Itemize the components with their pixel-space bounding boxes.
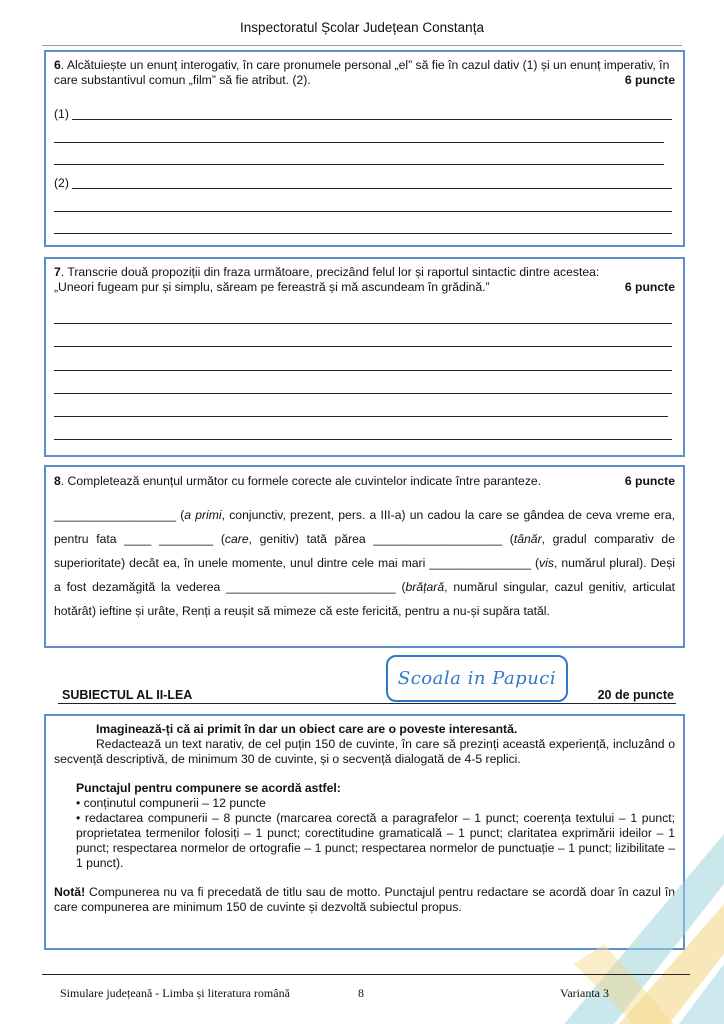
fill-blank[interactable]: _______________ [429,556,531,570]
fill-text: , genitiv) tată părea [248,532,374,546]
question-7-box [44,257,685,457]
answer-line[interactable] [54,416,668,417]
answer-line[interactable] [54,142,664,143]
fill-hint: a primi [184,508,222,522]
composition-heading: Imaginează-ți că ai primit în dar un obiect care are o poveste interesantă. [96,722,518,736]
question-6-prompt [46,58,683,88]
question-8-number: 8 [54,474,61,488]
question-6-points: 6 puncte [624,73,675,87]
footer-right: Varianta 3 [560,986,609,1000]
answer-line[interactable] [54,323,672,324]
answer-label-1: (1) [54,107,69,121]
subject-2-rule [58,703,676,704]
fill-hint: care [224,532,249,546]
subject-2-title: SUBIECTUL AL II-LEA [62,688,193,702]
answer-line[interactable] [54,211,672,212]
fill-text: , numărul plural). Deși a fost dezamăgită la vederea [54,556,675,594]
fill-blank[interactable]: __________________ [54,508,177,522]
fill-text: , numărul singular, cazul genitiv, articulat hotărât) ieftine și urâte, Renți a reușit să mimeze că este fericită, pentru a nu-și supăra tatăl. [54,580,676,618]
fill-blank[interactable]: _________________________ [226,580,396,594]
answer-line[interactable] [54,439,672,440]
answer-line[interactable] [54,233,672,234]
answer-line[interactable] [72,119,672,120]
fill-hint: vis [539,556,554,570]
answer-line[interactable] [54,370,672,371]
fill-blank[interactable]: ___________________ [373,532,503,546]
fill-hint: tânăr [513,532,542,546]
footer-left: Simulare județeană - Limba și literatura română [60,986,290,1000]
question-6-number: 6 [54,58,61,72]
question-8-fill-text: __________________ (a primi, conjunctiv, prezent, pers. a III-a) un cadou la care se gândea de ceva vreme era, pentru fata ____ ________ (care, genitiv) tată părea ___________________ (tânăr, gradul comparativ de superioritate) decât ea, în unele momente, unul dintre cele mai mari _______________ (vis, numărul plural). Deși a fost dezamăgită la vederea _________________________ (brățară, numărul singular, cazul genitiv, articulat hotărât) ieftine și urâte, Renți a reușit să mimeze că este fericită, pentru a nu-și supăra tatăl. [54,508,676,618]
scoring-bullet-content: • conținutul compunerii – 12 puncte [76,796,266,810]
fill-blank[interactable]: ________ [158,532,214,546]
scoring-title: Punctajul pentru compunere se acordă astfel: [76,781,341,795]
answer-label-2: (2) [54,176,69,190]
question-7-quote: „Uneori fugeam pur și simplu, săream pe fereastră și mă ascundeam în grădină.” [54,280,490,294]
question-8-text: . Completează enunțul următor cu formele corecte ale cuvintelor indicate între paranteze. [60,474,542,488]
question-6-text: . Alcătuiește un enunț interogativ, în care pronumele personal „el” să fie în cazul dativ (1) și un enunț imperativ, în care substantivul comun „film” să fie atribut. (2). [54,58,670,87]
note-text: Compunerea nu va fi precedată de titlu sau de motto. Punctajul pentru redactare se acordă doar în cazul în care compunerea are minimum 150 de cuvinte și dezvoltă subiectul propus. [54,885,675,914]
scoring-bullet-writing: • redactarea compunerii – 8 puncte (marcarea corectă a paragrafelor – 1 punct; coerența textului – 1 punct; proprietatea termenilor folosiți – 1 punct; corectitudine gramaticală – 1 punct; claritatea exprimării ideilor – 1 punct; respectarea normelor de ortografie – 1 punct; respectarea normelor de punctuație – 1 punct; lizibilitate – 1 punct). [76,811,675,870]
fill-text: , gradul comparativ de superioritate) decât ea, în unele momente, unul dintre cele mai mari [54,532,675,570]
composition-task: Redactează un text narativ, de cel puțin 150 de cuvinte, în care să prezinți această experiență, incluzând o secvență descriptivă, de minimum 30 de cuvinte, și o secvență dialogată de 4-5 replici. [54,737,675,766]
question-6-box [44,50,685,247]
note-label: Notă! [54,885,86,899]
question-7-prompt [46,265,683,295]
fill-hint: brățară [405,580,445,594]
watermark-stamp [386,655,568,702]
question-7-points: 6 puncte [624,280,675,294]
answer-line[interactable] [72,188,672,189]
page-number: 8 [358,986,364,1000]
answer-line[interactable] [54,164,664,165]
watermark-text: Scoala in Papuci [397,668,557,689]
answer-line[interactable] [54,393,672,394]
fill-text: , conjunctiv, prezent, pers. a III-a) un cadou la care se gândea de ceva vreme era, pentru fata [54,508,675,546]
question-8-box [44,465,685,648]
answer-line[interactable] [54,346,672,347]
question-7-text: . Transcrie două propoziții din fraza următoare, precizând felul lor și raportul sintactic dintre acestea: [60,265,600,279]
header-rule [42,45,682,46]
question-8-points: 6 puncte [624,474,675,488]
subject-2-points: 20 de puncte [597,688,674,702]
fill-blank[interactable]: ____ [124,532,152,546]
footer-rule [42,974,690,975]
question-7-number: 7 [54,265,61,279]
question-8-prompt [46,474,683,489]
page-header: Inspectoratul Școlar Județean Constanța [240,20,484,35]
subject-2-heading [62,688,674,702]
